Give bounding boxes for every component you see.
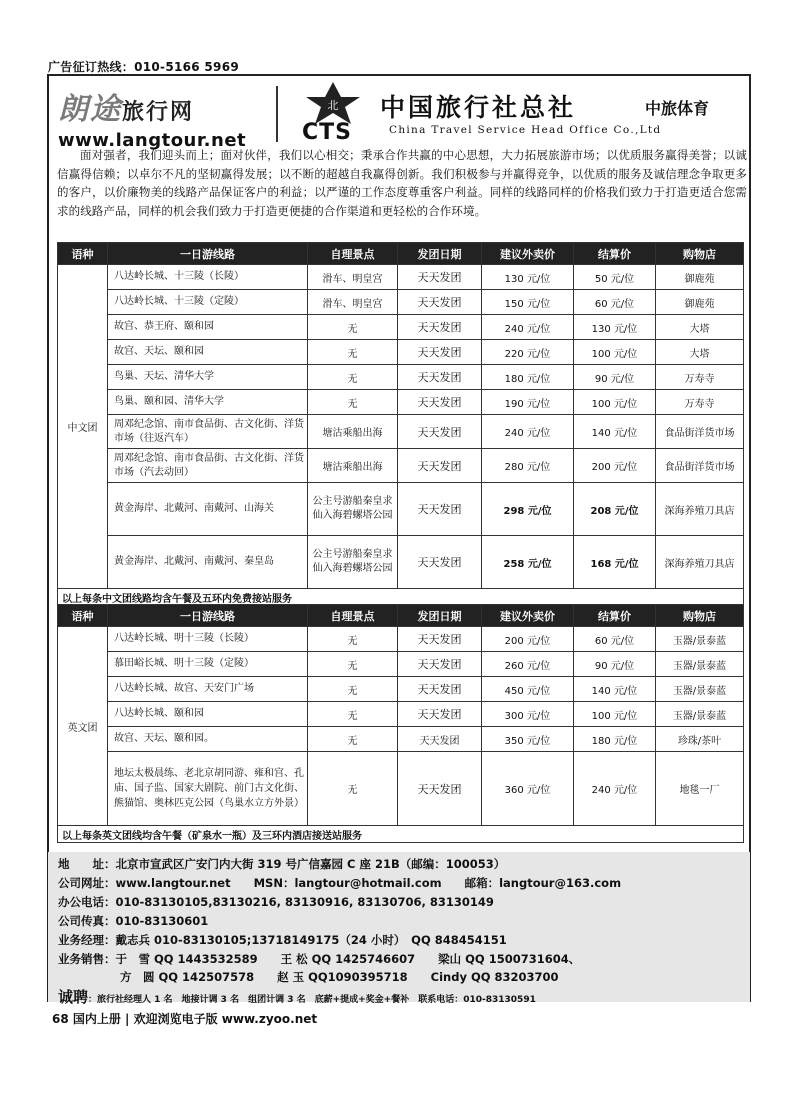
page-footer: 68 国内上册 | 欢迎浏览电子版 www.zyoo.net bbox=[52, 1012, 318, 1026]
scenic-cell: 无 bbox=[308, 702, 398, 727]
header-lang: 语种 bbox=[58, 605, 108, 627]
header-date: 发团日期 bbox=[398, 243, 482, 265]
header-date: 发团日期 bbox=[398, 605, 482, 627]
english-group-note: 以上每条英文团线均含午餐（矿泉水一瓶）及三环内酒店接送站服务 bbox=[58, 826, 744, 843]
settle-cell: 90 元/位 bbox=[574, 652, 656, 677]
english-tour-table bbox=[57, 604, 744, 843]
date-cell: 天天发团 bbox=[398, 365, 482, 390]
route-cell: 黄金海岸、北戴河、南戴河、秦皇岛 bbox=[108, 536, 308, 589]
cts-english-name: China Travel Service Head Office Co.,Ltd bbox=[389, 124, 662, 136]
settle-cell: 100 元/位 bbox=[574, 390, 656, 415]
scenic-cell: 塘沽乘船出海 bbox=[308, 449, 398, 483]
shop-cell: 万寿寺 bbox=[656, 390, 744, 415]
lang-cell: 中文团 bbox=[58, 265, 108, 589]
table-header-row bbox=[58, 605, 744, 627]
price-cell: 258 元/位 bbox=[482, 536, 574, 589]
header-route: 一日游线路 bbox=[108, 605, 308, 627]
scenic-cell: 无 bbox=[308, 727, 398, 752]
scenic-cell: 无 bbox=[308, 677, 398, 702]
date-cell: 天天发团 bbox=[398, 315, 482, 340]
scenic-cell: 无 bbox=[308, 365, 398, 390]
cts-star-char: 北 bbox=[327, 99, 339, 112]
shop-cell: 玉器/景泰蓝 bbox=[656, 652, 744, 677]
date-cell: 天天发团 bbox=[398, 702, 482, 727]
scenic-cell: 无 bbox=[308, 340, 398, 365]
table-header-row bbox=[58, 243, 744, 265]
chinese-tour-table bbox=[57, 242, 744, 606]
settle-cell: 100 元/位 bbox=[574, 340, 656, 365]
table-row bbox=[58, 483, 744, 536]
header-settle: 结算价 bbox=[574, 605, 656, 627]
price-cell: 450 元/位 bbox=[482, 677, 574, 702]
shop-cell: 玉器/景泰蓝 bbox=[656, 627, 744, 652]
price-cell: 200 元/位 bbox=[482, 627, 574, 652]
settle-cell: 90 元/位 bbox=[574, 365, 656, 390]
shop-cell: 深海养殖刀具店 bbox=[656, 536, 744, 589]
chinese-group-note: 以上每条中文团线路均含午餐及五环内免费接站服务 bbox=[58, 589, 744, 606]
settle-cell: 208 元/位 bbox=[574, 483, 656, 536]
route-cell: 地坛太极晨练、老北京胡同游、雍和宫、孔庙、国子监、国家大剧院、前门古文化街、熊猫馆、奥林匹克公园（鸟巢水立方外景） bbox=[108, 752, 308, 826]
scenic-cell: 塘沽乘船出海 bbox=[308, 415, 398, 449]
date-cell: 天天发团 bbox=[398, 390, 482, 415]
scenic-cell: 公主号游船秦皇求仙入海碧螺塔公园 bbox=[308, 536, 398, 589]
fax-line: 公司传真：010-83130601 bbox=[58, 914, 209, 928]
scenic-cell: 无 bbox=[308, 652, 398, 677]
table-row bbox=[58, 702, 744, 727]
route-cell: 周邓纪念馆、南市食品街、古文化街、洋货市场（往返汽车） bbox=[108, 415, 308, 449]
price-cell: 240 元/位 bbox=[482, 415, 574, 449]
route-cell: 八达岭长城、颐和园 bbox=[108, 702, 308, 727]
table-row bbox=[58, 340, 744, 365]
shop-cell: 御鹿苑 bbox=[656, 265, 744, 290]
header-route: 一日游线路 bbox=[108, 243, 308, 265]
scenic-cell: 公主号游船秦皇求仙入海碧螺塔公园 bbox=[308, 483, 398, 536]
price-cell: 240 元/位 bbox=[482, 315, 574, 340]
route-cell: 八达岭长城、故宫、天安门广场 bbox=[108, 677, 308, 702]
langtour-logo-cn-big: 朗途 bbox=[58, 92, 122, 127]
scenic-cell: 无 bbox=[308, 315, 398, 340]
settle-cell: 100 元/位 bbox=[574, 702, 656, 727]
date-cell: 天天发团 bbox=[398, 483, 482, 536]
date-cell: 天天发团 bbox=[398, 677, 482, 702]
date-cell: 天天发团 bbox=[398, 265, 482, 290]
date-cell: 天天发团 bbox=[398, 415, 482, 449]
sales-line-2: 方 圆 QQ 142507578 赵 玉 QQ1090395718 Cindy QQ 83203700 bbox=[120, 970, 559, 984]
route-cell: 鸟巢、天坛、清华大学 bbox=[108, 365, 308, 390]
shop-cell: 万寿寺 bbox=[656, 365, 744, 390]
route-cell: 周邓纪念馆、南市食品街、古文化街、洋货市场（汽去动回） bbox=[108, 449, 308, 483]
table-row bbox=[58, 365, 744, 390]
table-row bbox=[58, 315, 744, 340]
logo-divider bbox=[276, 86, 278, 142]
scenic-cell: 无 bbox=[308, 627, 398, 652]
recruit-text: ：旅行社经理人 1 名 地接计调 3 名 组团计调 3 名 底薪+提成+奖金+餐补 联系电话：010-83130591 bbox=[88, 995, 536, 1005]
price-cell: 130 元/位 bbox=[482, 265, 574, 290]
settle-cell: 60 元/位 bbox=[574, 290, 656, 315]
settle-cell: 60 元/位 bbox=[574, 627, 656, 652]
price-cell: 260 元/位 bbox=[482, 652, 574, 677]
cts-abbr: CTS bbox=[302, 120, 352, 145]
table-row bbox=[58, 390, 744, 415]
settle-cell: 140 元/位 bbox=[574, 677, 656, 702]
shop-cell: 深海养殖刀具店 bbox=[656, 483, 744, 536]
header-price: 建议外卖价 bbox=[482, 243, 574, 265]
shop-cell: 玉器/景泰蓝 bbox=[656, 702, 744, 727]
table-row bbox=[58, 652, 744, 677]
price-cell: 190 元/位 bbox=[482, 390, 574, 415]
intro-paragraph: 面对强者，我们迎头而上；面对伙伴，我们以心相交；秉承合作共赢的中心思想，大力拓展旅游市场；以优质服务赢得美誉；以诚信赢得信赖；以卓尔不凡的坚韧赢得发展；以不断的超越自我赢得创新。我们积极参与并赢得竞争，以优质的服务及诚信理念争取更多的客户，以价廉物美的线路产品保证客户的利益；以严谨的工作态度尊重客户利益。同样的线路同样的价格我们致力于打造更适合您需求的线路产品，同样的机会我们致力于打造更便捷的合作渠道和更轻松的合作环境。 bbox=[57, 148, 747, 218]
table-row bbox=[58, 415, 744, 449]
shop-cell: 食品街洋货市场 bbox=[656, 415, 744, 449]
header-shop: 购物店 bbox=[656, 243, 744, 265]
date-cell: 天天发团 bbox=[398, 752, 482, 826]
recruit-title: 诚聘 bbox=[58, 988, 89, 1006]
website-line[interactable]: 公司网址：www.langtour.net MSN：langtour@hotmail.com 邮箱：langtour@163.com bbox=[58, 876, 622, 890]
route-cell: 八达岭长城、十三陵（长陵） bbox=[108, 265, 308, 290]
price-cell: 220 元/位 bbox=[482, 340, 574, 365]
header-settle: 结算价 bbox=[574, 243, 656, 265]
settle-cell: 168 元/位 bbox=[574, 536, 656, 589]
header-lang: 语种 bbox=[58, 243, 108, 265]
price-cell: 280 元/位 bbox=[482, 449, 574, 483]
price-cell: 360 元/位 bbox=[482, 752, 574, 826]
route-cell: 慕田峪长城、明十三陵（定陵） bbox=[108, 652, 308, 677]
settle-cell: 200 元/位 bbox=[574, 449, 656, 483]
recruit-line bbox=[58, 986, 536, 1007]
note-row bbox=[58, 589, 744, 606]
date-cell: 天天发团 bbox=[398, 290, 482, 315]
lang-cell: 英文团 bbox=[58, 627, 108, 826]
date-cell: 天天发团 bbox=[398, 340, 482, 365]
scenic-cell: 无 bbox=[308, 390, 398, 415]
header-scenic: 自理景点 bbox=[308, 605, 398, 627]
table-row bbox=[58, 265, 744, 290]
manager-line: 业务经理：戴志兵 010-83130105;13718149175（24 小时） QQ 848454151 bbox=[58, 933, 507, 947]
table-row bbox=[58, 449, 744, 483]
price-cell: 300 元/位 bbox=[482, 702, 574, 727]
ad-hotline: 广告征订热线：010-5166 5969 bbox=[48, 60, 240, 74]
scenic-cell: 无 bbox=[308, 752, 398, 826]
date-cell: 天天发团 bbox=[398, 652, 482, 677]
price-cell: 298 元/位 bbox=[482, 483, 574, 536]
route-cell: 八达岭长城、十三陵（定陵） bbox=[108, 290, 308, 315]
note-row bbox=[58, 826, 744, 843]
settle-cell: 240 元/位 bbox=[574, 752, 656, 826]
settle-cell: 140 元/位 bbox=[574, 415, 656, 449]
date-cell: 天天发团 bbox=[398, 449, 482, 483]
cts-sub-brand: 中旅体育 bbox=[645, 99, 710, 118]
scenic-cell: 滑车、明皇宫 bbox=[308, 290, 398, 315]
langtour-logo-cn-small: 旅行网 bbox=[122, 99, 195, 125]
shop-cell: 大塔 bbox=[656, 340, 744, 365]
header-shop: 购物店 bbox=[656, 605, 744, 627]
shop-cell: 玉器/景泰蓝 bbox=[656, 677, 744, 702]
date-cell: 天天发团 bbox=[398, 727, 482, 752]
scenic-cell: 滑车、明皇宫 bbox=[308, 265, 398, 290]
shop-cell: 地毯一厂 bbox=[656, 752, 744, 826]
route-cell: 鸟巢、颐和园、清华大学 bbox=[108, 390, 308, 415]
route-cell: 故宫、天坛、颐和园。 bbox=[108, 727, 308, 752]
address-line: 地 址：北京市宣武区广安门内大街 319 号广信嘉园 C 座 21B（邮编：100053） bbox=[58, 857, 506, 871]
settle-cell: 50 元/位 bbox=[574, 265, 656, 290]
route-cell: 八达岭长城、明十三陵（长陵） bbox=[108, 627, 308, 652]
sales-line-1: 业务销售：于 雪 QQ 1443532589 王 松 QQ 1425746607 梁山 QQ 1500731604、 bbox=[58, 952, 581, 966]
price-cell: 150 元/位 bbox=[482, 290, 574, 315]
table-row bbox=[58, 677, 744, 702]
shop-cell: 御鹿苑 bbox=[656, 290, 744, 315]
header-scenic: 自理景点 bbox=[308, 243, 398, 265]
table-row bbox=[58, 536, 744, 589]
route-cell: 故宫、天坛、颐和园 bbox=[108, 340, 308, 365]
route-cell: 黄金海岸、北戴河、南戴河、山海关 bbox=[108, 483, 308, 536]
shop-cell: 珍珠/茶叶 bbox=[656, 727, 744, 752]
office-phone-line: 办公电话：010-83130105,83130216, 83130916, 83130706, 83130149 bbox=[58, 895, 494, 909]
table-row bbox=[58, 727, 744, 752]
cts-company-name: 中国旅行社总社 bbox=[380, 93, 577, 122]
langtour-logo[interactable] bbox=[58, 84, 272, 151]
langtour-url[interactable]: www.langtour.net bbox=[58, 130, 247, 151]
date-cell: 天天发团 bbox=[398, 627, 482, 652]
contact-info-panel bbox=[48, 852, 750, 1006]
settle-cell: 180 元/位 bbox=[574, 727, 656, 752]
date-cell: 天天发团 bbox=[398, 536, 482, 589]
table-row bbox=[58, 627, 744, 652]
table-row bbox=[58, 290, 744, 315]
route-cell: 故宫、恭王府、颐和园 bbox=[108, 315, 308, 340]
header-price: 建议外卖价 bbox=[482, 605, 574, 627]
table-row bbox=[58, 752, 744, 826]
shop-cell: 大塔 bbox=[656, 315, 744, 340]
shop-cell: 食品街洋货市场 bbox=[656, 449, 744, 483]
price-cell: 350 元/位 bbox=[482, 727, 574, 752]
settle-cell: 130 元/位 bbox=[574, 315, 656, 340]
price-cell: 180 元/位 bbox=[482, 365, 574, 390]
